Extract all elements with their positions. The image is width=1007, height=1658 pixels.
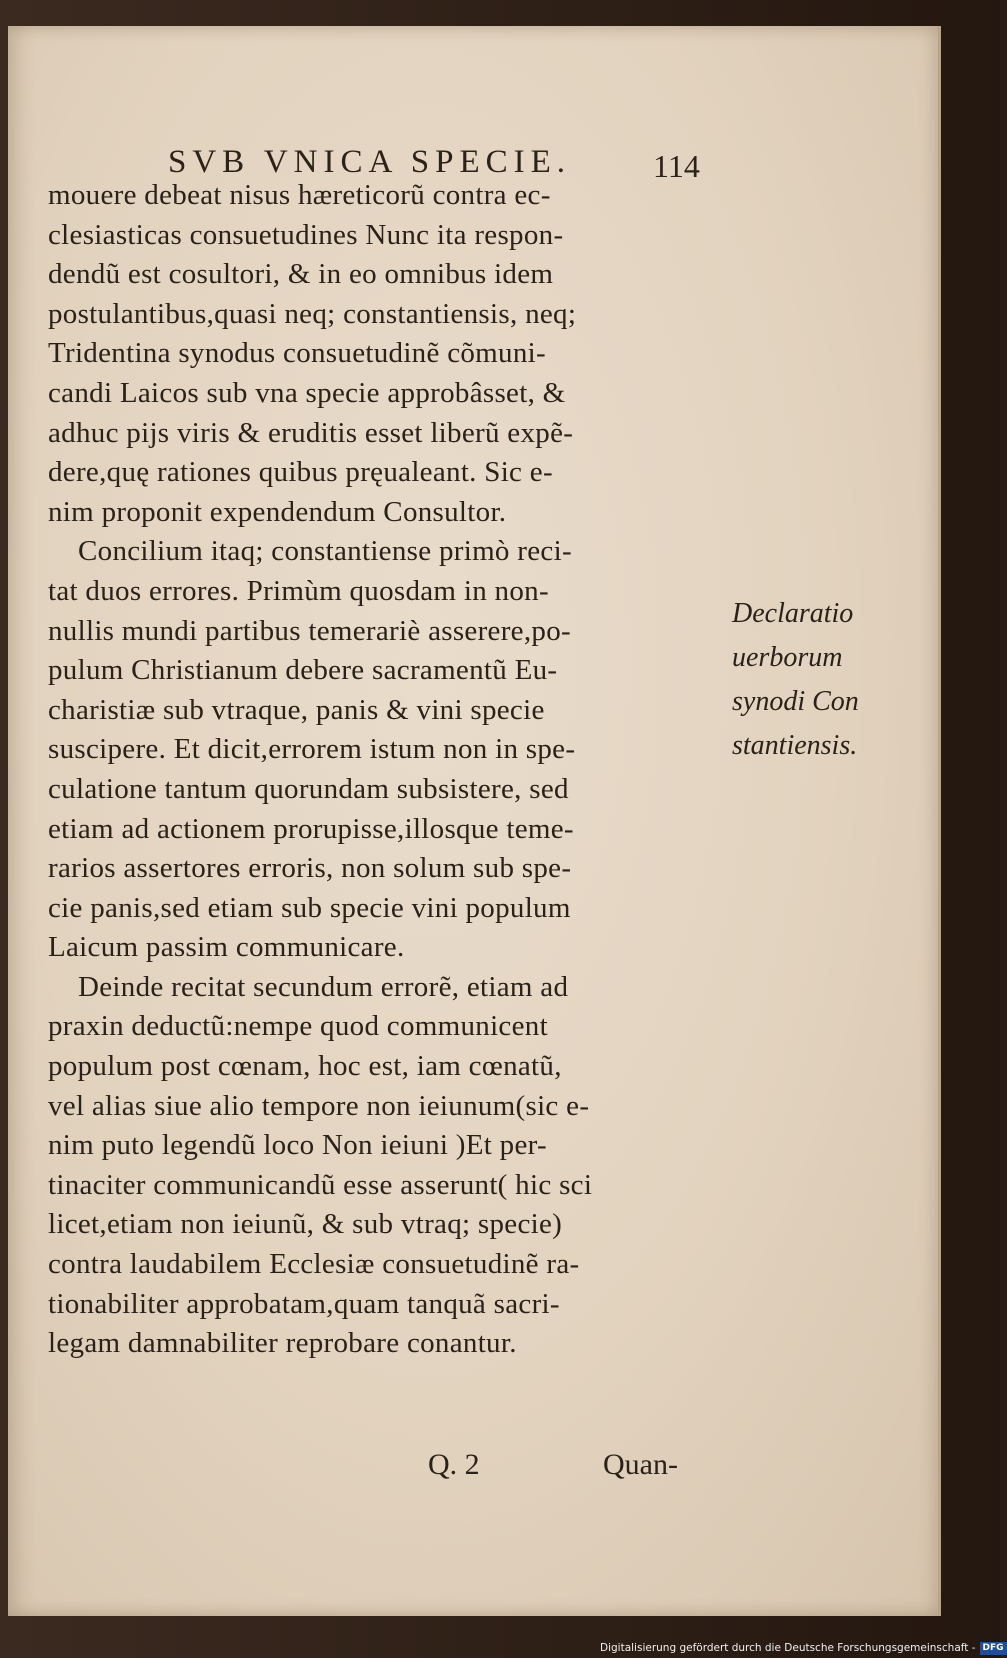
marginal-note-line: Declaratio [732,598,854,629]
text-line: dendũ est cosultori, & in eo omnibus idem [48,258,554,291]
dfg-logo: DFG [980,1642,1007,1655]
funding-notice [600,1640,1007,1656]
page-number: 114 [653,148,700,184]
text-line: charistiæ sub vtraque, panis & vini specie [48,693,545,726]
text-line: Laicum passim communicare. [48,931,405,964]
text-line: tionabiliter approbatam,quam tanquã sacri- [48,1287,560,1320]
marginal-note-line: stantiensis. [732,730,858,761]
text-line: nim proponit expendendum Consultor. [48,495,507,528]
book-page [8,26,941,1616]
text-line: suscipere. Et dicit,errorem istum non in spe- [48,733,576,766]
text-line: vel alias siue alio tempore non ieiunum(sic e- [48,1089,590,1122]
text-line: nim puto legendũ loco Non ieiuni )Et per- [48,1129,547,1162]
main-text-block [48,176,728,1364]
text-line: Tridentina synodus consuetudinẽ cõmuni- [48,337,546,370]
text-line: etiam ad actionem prorupisse,illosque teme- [48,812,574,845]
catchword: Quan- [603,1448,678,1481]
marginal-note [732,592,932,768]
text-line: populum post cœnam, hoc est, iam cœnatũ, [48,1050,562,1083]
text-line: culatione tantum quorundam subsistere, sed [48,772,569,805]
marginal-note-line: uerborum [732,642,843,673]
text-line: candi Laicos sub vna specie approbâsset, & [48,376,566,409]
funding-text: Digitalisierung gefördert durch die Deutsche Forschungsgemeinschaft - [600,1642,976,1654]
text-line: dere,quę rationes quibus pręualeant. Sic e- [48,456,553,489]
text-line: cie panis,sed etiam sub specie vini populum [48,891,571,924]
text-line: clesiasticas consuetudines Nunc ita respon- [48,218,564,251]
text-line: rarios assertores erroris, non solum sub spe- [48,852,572,885]
running-title: SVB VNICA SPECIE. [168,144,572,180]
text-line: nullis mundi partibus temerariè asserere,po- [48,614,571,647]
text-line: pulum Christianum debere sacramentũ Eu- [48,654,558,687]
text-line: praxin deductũ:nempe quod communicent [48,1010,548,1043]
page-footer [8,1448,938,1488]
text-line: postulantibus,quasi neq; constantiensis, neq; [48,297,577,330]
text-line: tinaciter communicandũ esse asserunt( hic sci [48,1168,593,1201]
text-line: contra laudabilem Ecclesiæ consuetudinẽ ra- [48,1248,580,1281]
text-line: licet,etiam non ieiunũ, & sub vtraq; specie) [48,1208,563,1241]
text-line: tat duos errores. Primùm quosdam in non- [48,574,549,607]
signature-mark: Q. 2 [428,1448,480,1481]
paragraph-start-line: Concilium itaq; constantiense primò reci- [78,535,572,568]
text-line: legam damnabiliter reprobare conantur. [48,1327,517,1360]
text-line: mouere debeat nisus hæreticorũ contra ec- [48,179,551,211]
paragraph-start-line: Deinde recitat secundum errorẽ, etiam ad [78,970,569,1003]
marginal-note-line: synodi Con [732,686,859,717]
text-line: adhuc pijs viris & eruditis esset liberũ expẽ- [48,416,574,449]
